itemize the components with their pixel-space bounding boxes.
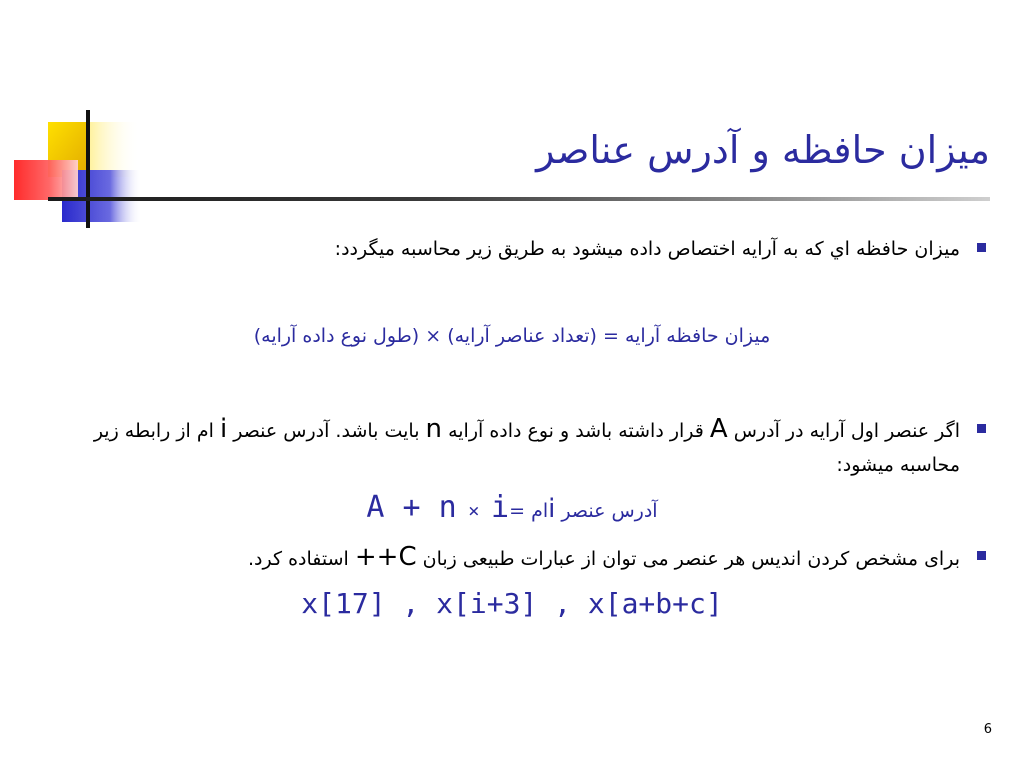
address-expr-an: A + n [366, 490, 457, 525]
bullet-memory-size: میزان حافظه اي كه به آرايه اختصاص داده ميشود به طریق زير محاسبه میگردد: [334, 238, 960, 260]
variable-n: n [425, 414, 443, 444]
bullet-element-address [60, 412, 960, 482]
title-underline [48, 197, 990, 201]
bullet-text: بایت باشد. آدرس عنصر [227, 420, 426, 442]
address-label-text: آدرس عنصر [555, 500, 658, 522]
bullet-text: ام از رابطه زير محاسبه ميشود: [93, 420, 960, 476]
bullet-marker [977, 243, 986, 252]
address-formula [0, 486, 1024, 534]
bullet-marker [977, 551, 986, 560]
page-number: 6 [983, 722, 992, 737]
bullet-marker [977, 424, 986, 433]
index-examples: x[17] , x[i+3] , x[a+b+c] [301, 587, 723, 620]
address-label-suffix: ام = [509, 500, 549, 522]
bullet-text: اگر عنصر اول آرايه در آدرس [727, 420, 960, 442]
address-expr-i: i [491, 490, 510, 525]
address-label [509, 487, 657, 533]
title-decoration [0, 0, 150, 240]
bullet-index-expressions [60, 540, 960, 576]
address-expression [366, 486, 509, 533]
bullet-text: برای مشخص کردن اندیس هر عنصر می توان از عبارات طبیعی زبان [416, 548, 960, 570]
bullet-text: قرار داشته باشد و نوع داده آرايه [442, 420, 710, 442]
memory-formula: میزان حافظه آرايه = (تعداد عناصر آرايه) × (طول نوع داده آرايه) [253, 325, 771, 347]
times-sign: × [456, 500, 492, 522]
slide-title: میزان حافظه و آدرس عناصر [536, 128, 990, 172]
variable-i: i [219, 414, 228, 444]
language-name: C++ [354, 542, 417, 572]
address-label-i: i [548, 494, 556, 524]
variable-a: A [709, 414, 728, 444]
bullet-text: استفاده کرد. [248, 548, 355, 570]
